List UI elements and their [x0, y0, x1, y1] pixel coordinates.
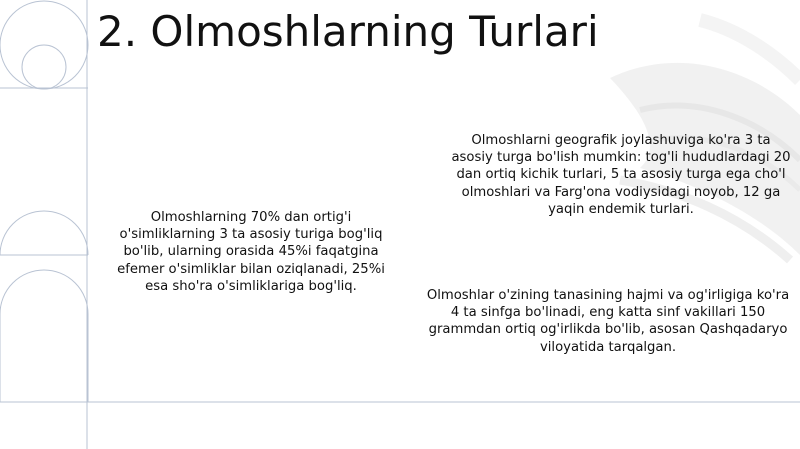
circle-ornaments [0, 1, 88, 402]
text-block-right-bottom: Olmoshlar o'zining tanasining hajmi va og'irligiga ko'ra 4 ta sinfga bo'linadi, eng katta sinf vakillari 150 grammdan ortiq og'irlikda bo'lib, asosan Qashqadaryo viloyatida tarqalgan. [426, 288, 790, 355]
ornament-circle-small [22, 45, 66, 89]
text-block-right-top: Olmoshlarni geografik joylashuviga ko'ra 3 ta asosiy turga bo'lish mumkin: tog'li hududlardagi 20 dan ortiq kichik turlari, 5 ta asosiy turga ega cho'l olmoshlari va Farg'ona vodiysidagi noyob, 12 ga yaqin endemik turlari. [451, 133, 791, 217]
ornament-arch-upper [0, 211, 88, 255]
ornament-arch-lower [0, 270, 88, 402]
text-block-left: Olmoshlarning 70% dan ortig'i o'simliklarning 3 ta asosiy turiga bog'liq bo'lib, ularning orasida 45%i faqatgina efemer o'simliklar bilan oziqlanadi, 25%i esa sho'ra o'simliklariga bog'liq. [117, 210, 385, 294]
slide-title: 2. Olmoshlarning Turlari [97, 7, 599, 56]
